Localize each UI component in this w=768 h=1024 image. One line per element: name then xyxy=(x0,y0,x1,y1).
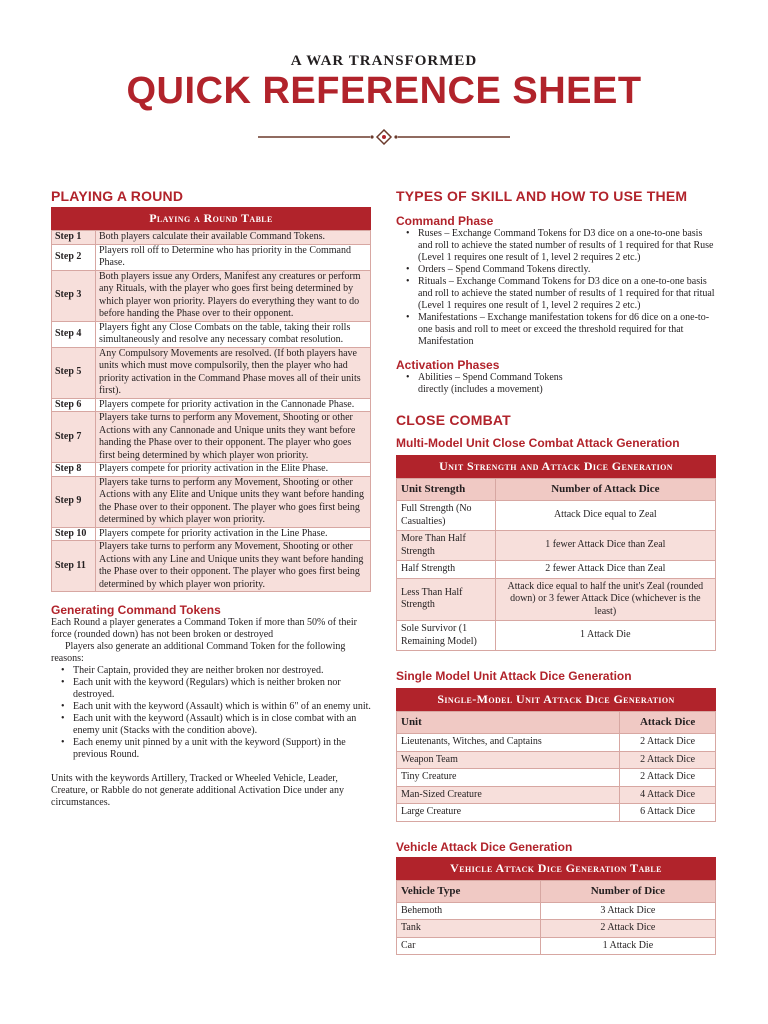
table-cell: 2 Attack Dice xyxy=(620,769,716,787)
column-header: Vehicle Type xyxy=(397,880,541,902)
list-item: • Abilities – Spend Command Tokens directly (includes a movement) xyxy=(396,372,716,396)
activation-phases-heading: Activation Phases xyxy=(396,358,500,372)
table-row xyxy=(397,578,716,621)
step-description: Players take turns to perform any Movement, Shooting or other Actions with any Line and Unique units they want before handing the Phase over to their opponent. The player who goes first being determined by which player won priority. xyxy=(96,541,371,592)
list-item: • Manifestations – Exchange manifestation tokens for d6 dice on a one-to-one basis and roll to meet or exceed the threshold required for that Manifestation xyxy=(396,312,716,348)
list-item: • Each unit with the keyword (Assault) which is in close combat with an enemy unit (Stacks with the condition above). xyxy=(51,713,371,737)
close-combat-heading: CLOSE COMBAT xyxy=(396,412,511,428)
playing-round-heading: PLAYING A ROUND xyxy=(51,188,184,204)
table-cell: Tank xyxy=(397,920,541,938)
table-row xyxy=(397,937,716,955)
table-cell: Attack Dice equal to Zeal xyxy=(495,501,715,531)
table-cell: 1 fewer Attack Dice than Zeal xyxy=(495,531,715,561)
table-cell: 3 Attack Dice xyxy=(540,902,715,920)
command-tokens-list xyxy=(51,665,371,761)
table-cell: 1 Attack Die xyxy=(540,937,715,955)
ornament-divider xyxy=(258,129,510,145)
step-label: Step 1 xyxy=(52,231,96,245)
table-cell: 2 fewer Attack Dice than Zeal xyxy=(495,561,715,579)
table-cell: 1 Attack Die xyxy=(495,621,715,651)
command-tokens-heading: Generating Command Tokens xyxy=(51,603,221,617)
list-item: • Each unit with the keyword (Regulars) which is neither broken nor destroyed. xyxy=(51,677,371,701)
command-phase-heading: Command Phase xyxy=(396,214,494,228)
table-cell: Behemoth xyxy=(397,902,541,920)
multi-model-table xyxy=(396,478,716,651)
table-row xyxy=(52,541,371,592)
table-cell: Attack dice equal to half the unit's Zeal (rounded down) or 3 fewer Attack Dice (whichever is the least) xyxy=(495,578,715,621)
command-tokens-footer: Units with the keywords Artillery, Tracked or Wheeled Vehicle, Leader, Creature, or Rabble do not generate additional Activation Dice under any circumstances. xyxy=(51,773,344,808)
table-cell: 2 Attack Dice xyxy=(620,751,716,769)
step-description: Both players issue any Orders, Manifest any creatures or perform any Rituals, with the player who goes first being determined by which player won priority. Players do everything they want to do before handing the Phase over to their opponent. xyxy=(96,270,371,321)
step-description: Players roll off to Determine who has priority in the Command Phase. xyxy=(96,244,371,270)
step-label: Step 8 xyxy=(52,463,96,477)
step-label: Step 7 xyxy=(52,412,96,463)
step-description: Both players calculate their available Command Tokens. xyxy=(96,231,371,245)
table-cell: Sole Survivor (1 Remaining Model) xyxy=(397,621,496,651)
list-item: • Orders – Spend Command Tokens directly. xyxy=(396,264,716,276)
table-cell: 6 Attack Dice xyxy=(620,804,716,822)
column-header: Unit Strength xyxy=(397,479,496,501)
command-tokens-para1: Each Round a player generates a Command Token if more than 50% of their force (rounded down) has not been broken or destroyed xyxy=(51,617,357,640)
step-description: Players compete for priority activation in the Elite Phase. xyxy=(96,463,371,477)
table-cell: Lieutenants, Witches, and Captains xyxy=(397,734,620,752)
step-label: Step 3 xyxy=(52,270,96,321)
list-item: • Each unit with the keyword (Assault) which is within 6" of an enemy unit. xyxy=(51,701,371,713)
list-item: • Rituals – Exchange Command Tokens for D3 dice on a one-to-one basis and roll to achieve the stated number of results of 1 required for that ritual (Level 1 requires one result of 1, level 2 requires 2 etc.) xyxy=(396,276,716,312)
table-row xyxy=(52,347,371,398)
step-description: Players compete for priority activation in the Cannonade Phase. xyxy=(96,398,371,412)
table-cell: 4 Attack Dice xyxy=(620,786,716,804)
step-description: Players take turns to perform any Movement, Shooting or other Actions with any Cannonade and Unique units they want before handing the Phase over to their opponent. The player who goes first being determined by which player won priority. xyxy=(96,412,371,463)
table-row xyxy=(52,476,371,527)
table-row xyxy=(397,804,716,822)
table-row xyxy=(52,398,371,412)
table-cell: Full Strength (No Casualties) xyxy=(397,501,496,531)
skills-heading: TYPES OF SKILL AND HOW TO USE THEM xyxy=(396,188,688,204)
column-header: Number of Dice xyxy=(540,880,715,902)
table-row xyxy=(52,244,371,270)
table-cell: Man-Sized Creature xyxy=(397,786,620,804)
step-label: Step 5 xyxy=(52,347,96,398)
table-cell: Weapon Team xyxy=(397,751,620,769)
table-row xyxy=(52,270,371,321)
table-row xyxy=(397,621,716,651)
single-model-table xyxy=(396,711,716,822)
step-label: Step 9 xyxy=(52,476,96,527)
step-description: Any Compulsory Movements are resolved. (If both players have units which must move compulsorily, then the player who had priority activation in the Command Phase moves all of their units first). xyxy=(96,347,371,398)
right-column xyxy=(396,188,716,955)
column-header: Attack Dice xyxy=(620,712,716,734)
table-cell: Half Strength xyxy=(397,561,496,579)
table-cell: Large Creature xyxy=(397,804,620,822)
table-row xyxy=(397,561,716,579)
vehicle-table xyxy=(396,880,716,956)
step-label: Step 2 xyxy=(52,244,96,270)
table-row xyxy=(397,786,716,804)
table-row xyxy=(397,902,716,920)
left-column xyxy=(51,188,371,809)
single-model-table-title: Single-Model Unit Attack Dice Generation xyxy=(396,688,716,711)
table-row xyxy=(397,769,716,787)
page-title: QUICK REFERENCE SHEET xyxy=(126,70,642,112)
table-row xyxy=(397,734,716,752)
table-row xyxy=(52,231,371,245)
step-label: Step 10 xyxy=(52,527,96,541)
header-kicker: A WAR TRANSFORMED xyxy=(290,53,478,69)
command-tokens-para2: Players also generate an additional Command Token for the following reasons: xyxy=(51,641,346,664)
table-row xyxy=(397,531,716,561)
step-description: Players take turns to perform any Movement, Shooting or other Actions with any Elite and Unique units they want before handing the Phase over to their opponent. The player who goes first being determined by which player won priority. xyxy=(96,476,371,527)
step-label: Step 6 xyxy=(52,398,96,412)
table-cell: Less Than Half Strength xyxy=(397,578,496,621)
column-header: Unit xyxy=(397,712,620,734)
vehicle-heading: Vehicle Attack Dice Generation xyxy=(396,839,573,854)
list-item: • Each enemy unit pinned by a unit with the keyword (Support) in the previous Round. xyxy=(51,737,371,761)
table-row xyxy=(52,321,371,347)
table-row xyxy=(52,463,371,477)
vehicle-table-title: Vehicle Attack Dice Generation Table xyxy=(396,857,716,880)
step-description: Players fight any Close Combats on the table, taking their rolls simultaneously and resolve any necessary combat resolution. xyxy=(96,321,371,347)
column-header: Number of Attack Dice xyxy=(495,479,715,501)
table-cell: Car xyxy=(397,937,541,955)
playing-round-table xyxy=(51,230,371,592)
step-label: Step 11 xyxy=(52,541,96,592)
table-row xyxy=(397,751,716,769)
list-item: • Their Captain, provided they are neither broken nor destroyed. xyxy=(51,665,371,677)
command-phase-list xyxy=(396,228,716,348)
step-label: Step 4 xyxy=(52,321,96,347)
table-row xyxy=(52,527,371,541)
multi-model-table-title: Unit Strength and Attack Dice Generation xyxy=(396,455,716,478)
step-description: Players compete for priority activation in the Line Phase. xyxy=(96,527,371,541)
activation-phases-list xyxy=(396,372,716,396)
table-row xyxy=(397,501,716,531)
table-row xyxy=(52,412,371,463)
table-cell: 2 Attack Dice xyxy=(540,920,715,938)
multi-model-heading: Multi-Model Unit Close Combat Attack Generation xyxy=(396,436,680,450)
list-item: • Ruses – Exchange Command Tokens for D3 dice on a one-to-one basis and roll to achieve the stated number of results of 1 required for that Ruse (Level 1 requires one result of 1, level 2 requires 2 etc.) xyxy=(396,228,716,264)
table-row xyxy=(397,920,716,938)
table-cell: More Than Half Strength xyxy=(397,531,496,561)
single-model-heading: Single Model Unit Attack Dice Generation xyxy=(396,669,632,683)
playing-round-table-title: Playing a Round Table xyxy=(51,207,371,230)
table-cell: 2 Attack Dice xyxy=(620,734,716,752)
table-cell: Tiny Creature xyxy=(397,769,620,787)
